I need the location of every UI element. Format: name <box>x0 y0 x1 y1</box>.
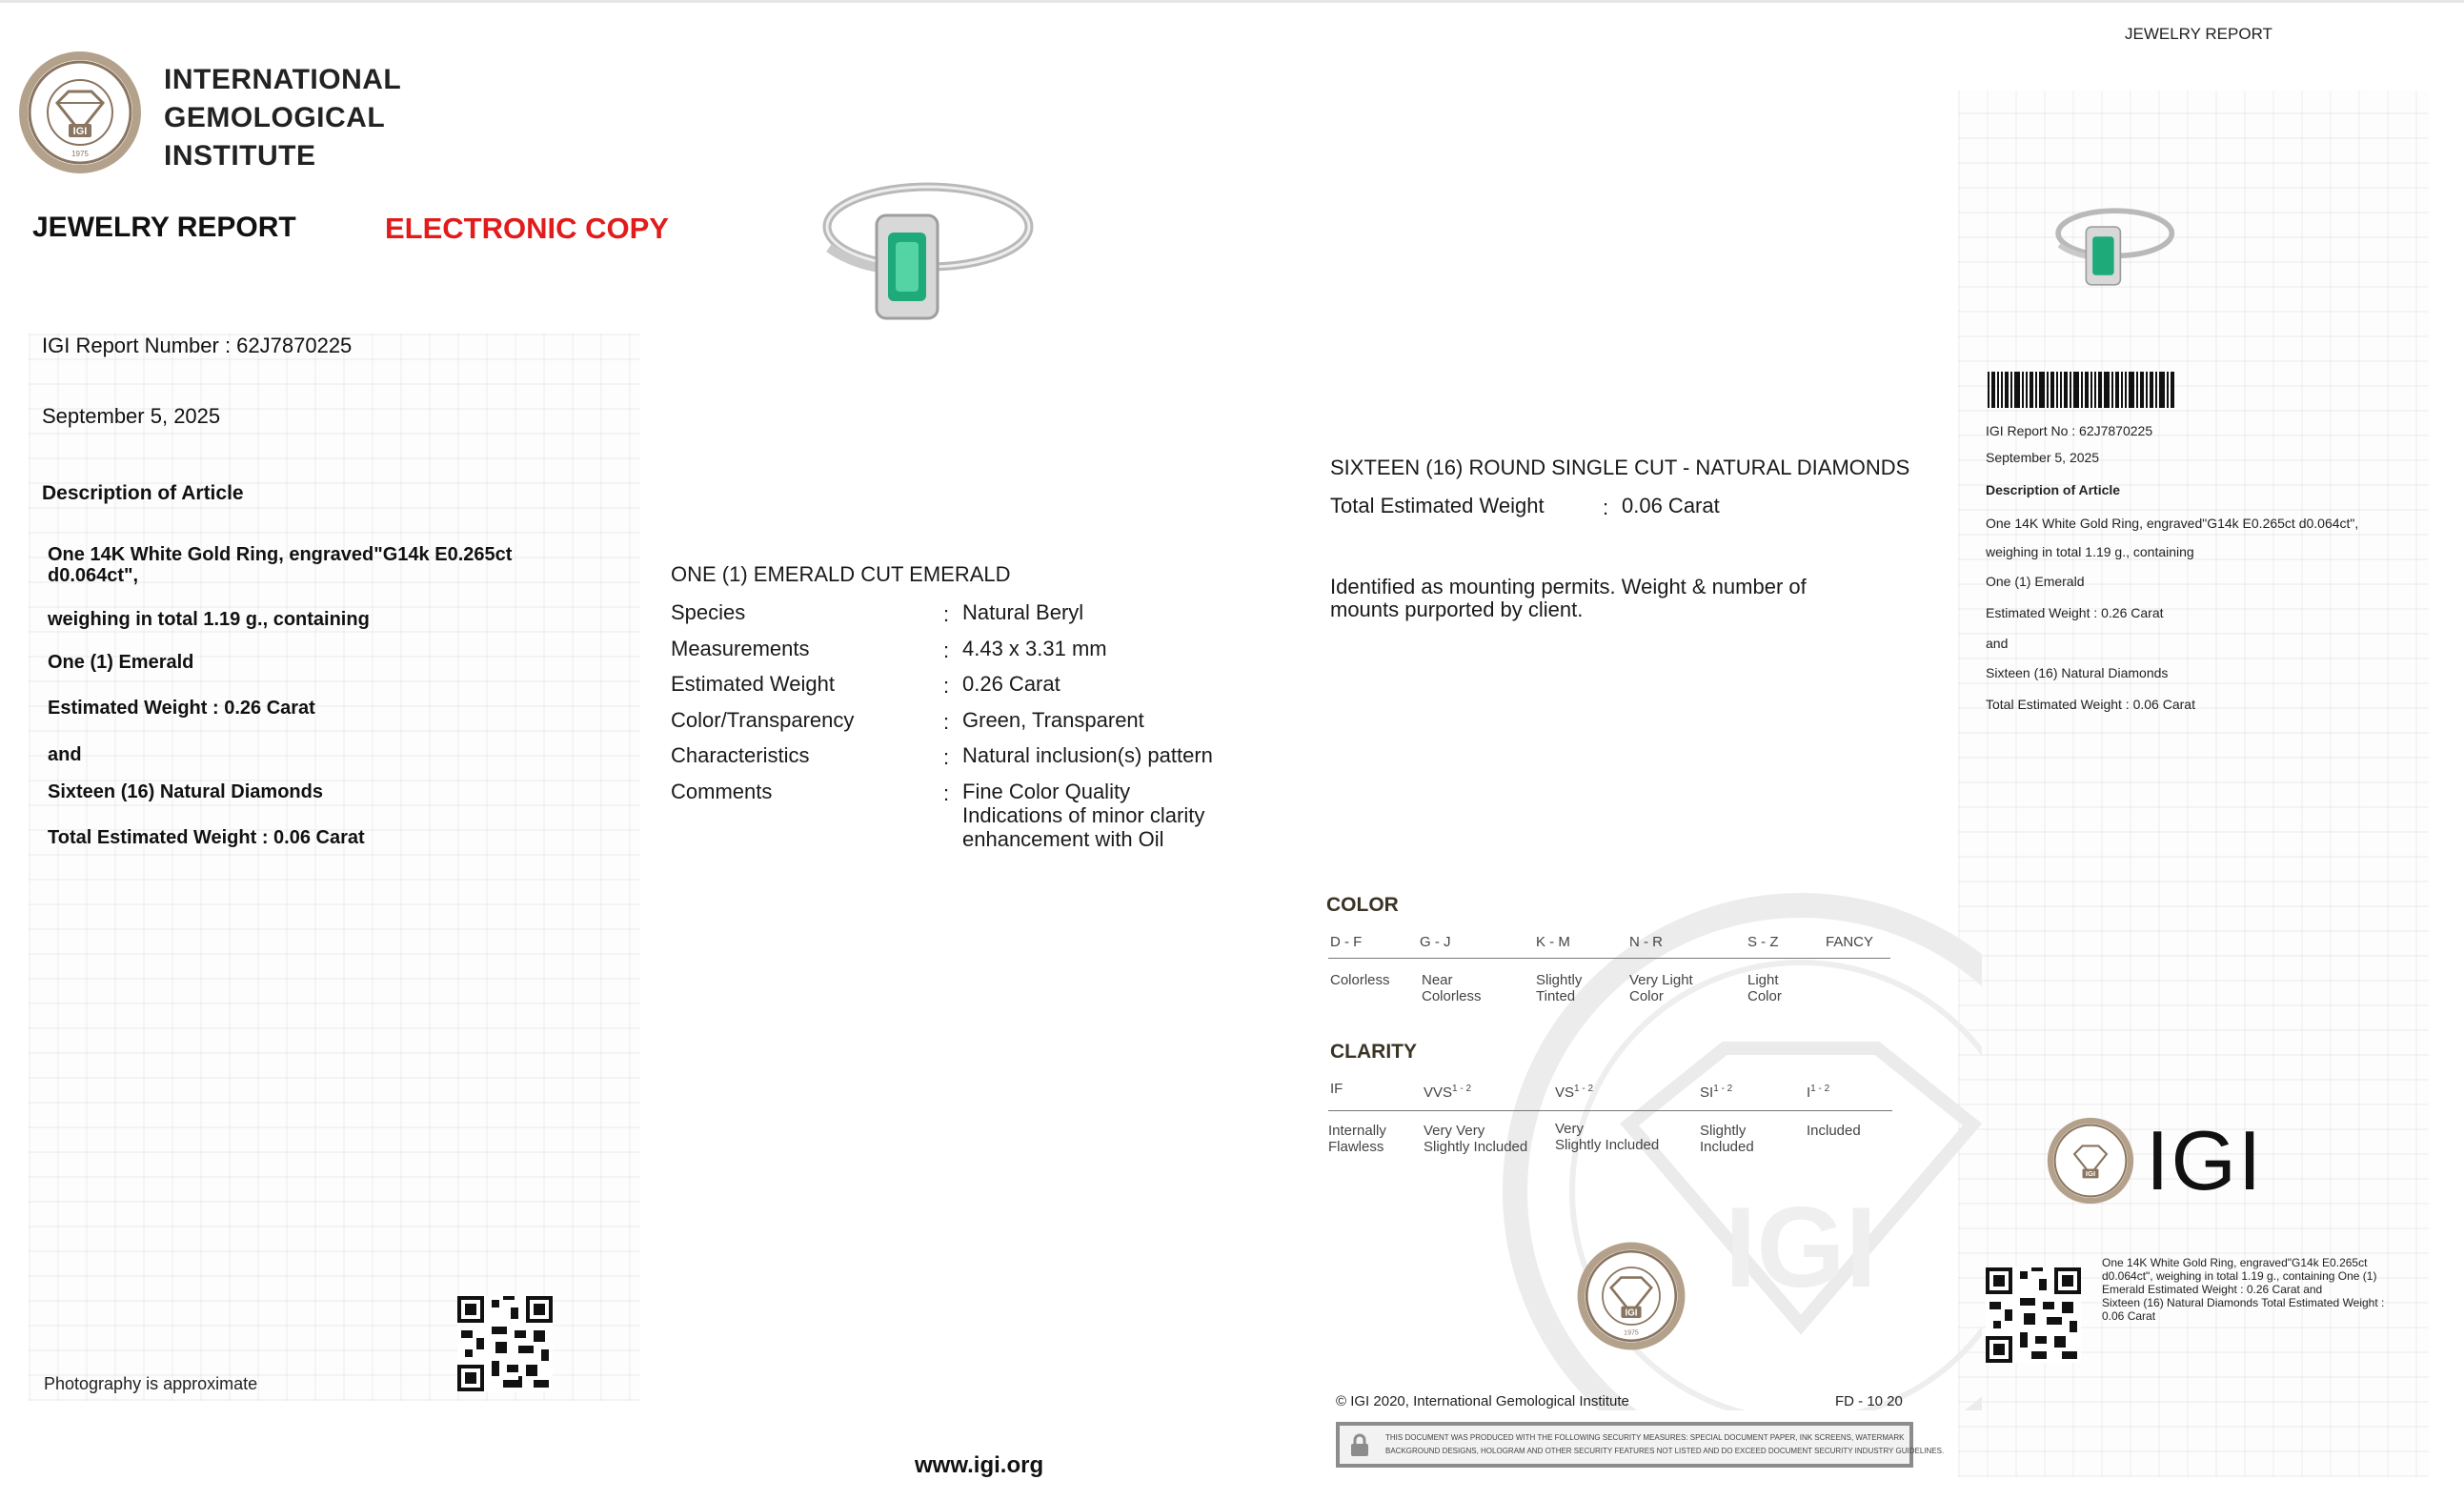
clarity-desc: Very Very Slightly Included <box>1424 1123 1528 1155</box>
institute-name-line: GEMOLOGICAL <box>164 102 386 133</box>
stub-summary-line: d0.064ct", weighing in total 1.19 g., containing One (1) <box>2102 1269 2377 1283</box>
description-line: and <box>48 744 82 765</box>
emerald-value-weight: 0.26 Carat <box>962 672 1060 696</box>
emerald-label-measurements: Measurements <box>671 637 810 660</box>
color-desc: Light Color <box>1747 972 1782 1004</box>
igi-seal-icon <box>15 48 145 177</box>
clarity-desc: Included <box>1807 1123 1861 1139</box>
color-grade: G - J <box>1420 934 1451 950</box>
stub-ring-photo <box>2049 200 2177 295</box>
clarity-grade: IF <box>1330 1081 1343 1097</box>
institute-name <box>164 61 401 175</box>
clarity-scale-rule <box>1328 1110 1892 1111</box>
colon: : <box>943 639 950 662</box>
emerald-heading: ONE (1) EMERALD CUT EMERALD <box>671 562 1011 586</box>
stub-summary-line: One 14K White Gold Ring, engraved"G14k E0.265ct <box>2102 1256 2368 1269</box>
color-desc: Very Light Color <box>1629 972 1693 1004</box>
emerald-value-color: Green, Transparent <box>962 708 1144 732</box>
emerald-label-comments: Comments <box>671 780 773 803</box>
stub-qr-code[interactable] <box>1986 1267 2081 1363</box>
svg-text:1975: 1975 <box>71 150 89 158</box>
colon: : <box>1603 496 1609 519</box>
stub-summary-line: Sixteen (16) Natural Diamonds Total Estimated Weight : <box>2102 1296 2385 1309</box>
description-heading: Description of Article <box>42 482 244 504</box>
diamonds-weight-value: 0.06 Carat <box>1622 494 1720 517</box>
qr-code[interactable] <box>457 1296 553 1391</box>
report-title: JEWELRY REPORT <box>32 212 296 243</box>
clarity-grade: SI$^{1 - 2}$ <box>1700 1084 1733 1101</box>
clarity-grade: VS$^{1 - 2}$ <box>1555 1084 1594 1101</box>
emerald-label-weight: Estimated Weight <box>671 672 836 696</box>
diamonds-heading: SIXTEEN (16) ROUND SINGLE CUT - NATURAL DIAMONDS <box>1330 456 1910 479</box>
color-scale-rule <box>1328 958 1890 959</box>
color-desc: Near Colorless <box>1422 972 1482 1004</box>
color-grade: N - R <box>1629 934 1663 950</box>
igi-seal-bottom-icon <box>1574 1239 1688 1353</box>
report-date: September 5, 2025 <box>42 404 221 428</box>
top-right-header: JEWELRY REPORT <box>2125 25 2272 43</box>
emerald-comments-extra: Indications of minor clarity <box>962 803 1205 827</box>
emerald-label-characteristics: Characteristics <box>671 743 810 767</box>
clarity-grade: VVS$^{1 - 2}$ <box>1424 1084 1472 1101</box>
description-line: Estimated Weight : 0.26 Carat <box>48 698 315 719</box>
stub-summary <box>2102 1256 2384 1323</box>
ring-photo <box>810 172 1039 334</box>
electronic-copy-label: ELECTRONIC COPY <box>385 212 669 245</box>
stub-description-line: One (1) Emerald <box>1986 574 2085 589</box>
copyright: © IGI 2020, International Gemological Institute <box>1336 1393 1629 1409</box>
colon: : <box>943 745 950 769</box>
igi-logo-icon <box>2045 1115 2136 1206</box>
clarity-grade: $I^{1 - 2}$ <box>1807 1084 1830 1101</box>
report-number: IGI Report Number : 62J7870225 <box>42 334 353 357</box>
diamonds-note-line: mounts purported by client. <box>1330 598 1584 621</box>
description-line: One 14K White Gold Ring, engraved"G14k E0.265ct d0.064ct", <box>48 544 513 586</box>
description-line: weighing in total 1.19 g., containing <box>48 609 370 630</box>
description-line: Total Estimated Weight : 0.06 Carat <box>48 827 365 848</box>
security-notice-line: BACKGROUND DESIGNS, HOLOGRAM AND OTHER SECURITY FEATURES NOT LISTED AND DO EXCEED DOCUMENT SECURITY INDUSTRY GUIDELINES. <box>1385 1447 1945 1455</box>
emerald-label-species: Species <box>671 600 746 624</box>
security-notice-line: THIS DOCUMENT WAS PRODUCED WITH THE FOLLOWING SECURITY MEASURES: SPECIAL DOCUMENT PAPER, INK SCREENS, WATERMARK <box>1385 1433 1905 1442</box>
institute-name-line: INSTITUTE <box>164 140 316 172</box>
stub-summary-line: Emerald Estimated Weight : 0.26 Carat and <box>2102 1283 2323 1296</box>
color-grade: K - M <box>1536 934 1570 950</box>
barcode <box>1988 372 2174 408</box>
stub-description-heading: Description of Article <box>1986 482 2121 497</box>
color-grade: S - Z <box>1747 934 1779 950</box>
security-strip <box>1336 1422 1945 1468</box>
color-scale-heading: COLOR <box>1326 894 1399 916</box>
top-border <box>0 0 2464 3</box>
emerald-value-characteristics: Natural inclusion(s) pattern <box>962 743 1213 767</box>
svg-text:IGI: IGI <box>1625 1307 1638 1319</box>
stub-date: September 5, 2025 <box>1986 450 2100 465</box>
clarity-desc: Very Slightly Included <box>1555 1121 1660 1153</box>
color-grade: FANCY <box>1826 934 1874 950</box>
emerald-label-color: Color/Transparency <box>671 708 855 732</box>
stub-summary-line: 0.06 Carat <box>2102 1309 2156 1323</box>
stub-report-number: IGI Report No : 62J7870225 <box>1986 423 2153 438</box>
color-desc: Slightly Tinted <box>1536 972 1583 1004</box>
clarity-scale-heading: CLARITY <box>1330 1041 1417 1063</box>
svg-text:IGI: IGI <box>2085 1169 2096 1179</box>
colon: : <box>943 602 950 626</box>
diamonds-weight-label: Total Estimated Weight <box>1330 494 1545 517</box>
emerald-comments-extra: enhancement with Oil <box>962 827 1164 851</box>
emerald-value-species: Natural Beryl <box>962 600 1084 624</box>
lock-icon <box>1347 1433 1372 1458</box>
stub-description-line: and <box>1986 636 2009 651</box>
color-grade: D - F <box>1330 934 1363 950</box>
colon: : <box>943 781 950 805</box>
description-line: One (1) Emerald <box>48 652 194 673</box>
clarity-desc: Slightly Included <box>1700 1123 1754 1155</box>
colon: : <box>943 710 950 734</box>
clarity-desc: Internally Flawless <box>1328 1123 1386 1155</box>
svg-text:IGI: IGI <box>1725 1184 1878 1311</box>
description-line: Sixteen (16) Natural Diamonds <box>48 781 323 802</box>
svg-text:IGI: IGI <box>72 126 88 137</box>
colon: : <box>943 674 950 698</box>
svg-text:1975: 1975 <box>1624 1329 1639 1337</box>
form-code: FD - 10 20 <box>1835 1393 1903 1409</box>
emerald-value-comments: Fine Color Quality <box>962 780 1131 803</box>
photography-note: Photography is approximate <box>44 1374 258 1393</box>
stub-description-line: Estimated Weight : 0.26 Carat <box>1986 605 2164 620</box>
diamonds-note-line: Identified as mounting permits. Weight & number of <box>1330 575 1807 598</box>
igi-logo-text: IGI <box>2146 1113 2264 1207</box>
website-link[interactable]: www.igi.org <box>915 1452 1044 1478</box>
institute-name-line: INTERNATIONAL <box>164 64 402 95</box>
stub-description-line: Total Estimated Weight : 0.06 Carat <box>1986 697 2195 712</box>
stub-description-line: weighing in total 1.19 g., containing <box>1986 544 2194 559</box>
color-desc: Colorless <box>1330 972 1390 988</box>
stub-description-line: Sixteen (16) Natural Diamonds <box>1986 665 2169 680</box>
stub-description-line: One 14K White Gold Ring, engraved"G14k E0.265ct d0.064ct", <box>1986 516 2359 531</box>
emerald-value-measurements: 4.43 x 3.31 mm <box>962 637 1107 660</box>
